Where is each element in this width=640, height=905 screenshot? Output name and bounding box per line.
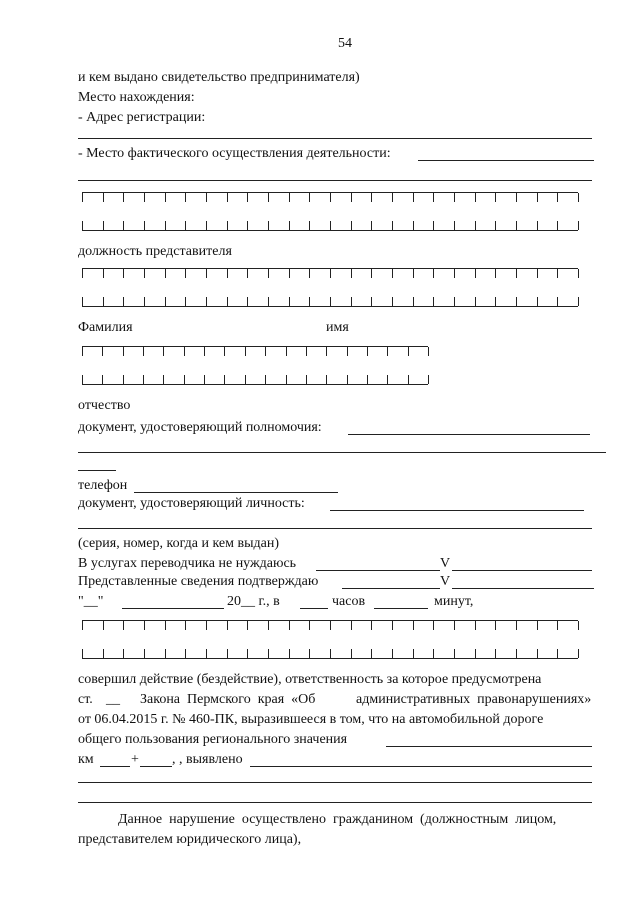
grid-cell-divider bbox=[408, 347, 409, 356]
grid-cell-divider bbox=[367, 347, 368, 356]
grid-cell-divider bbox=[103, 621, 104, 630]
no-interpreter-label: В услугах переводчика не нуждаюсь bbox=[78, 556, 297, 571]
grid-cell-divider bbox=[289, 297, 290, 306]
grid-cell-divider bbox=[185, 221, 186, 230]
grid-cell-divider bbox=[326, 347, 327, 356]
grid-cell-divider bbox=[82, 621, 83, 630]
offense-text-line-1: совершил действие (бездействие), ответственность за которое предусмотрена bbox=[78, 672, 542, 687]
meters-field[interactable] bbox=[140, 766, 172, 767]
grid-cell-divider bbox=[387, 347, 388, 356]
page-number: 54 bbox=[338, 36, 352, 51]
identity-document-label: документ, удостоверяющий личность: bbox=[78, 496, 305, 511]
grid-cell-divider bbox=[227, 269, 228, 278]
grid-cell-divider bbox=[123, 347, 124, 356]
grid-cell-divider bbox=[516, 649, 517, 658]
grid-cell-divider bbox=[165, 193, 166, 202]
grid-cell-divider bbox=[227, 193, 228, 202]
identity-document-line-2[interactable] bbox=[78, 528, 592, 529]
grid-cell-divider bbox=[495, 221, 496, 230]
grid-cell-divider bbox=[286, 347, 287, 356]
grid-cell-divider bbox=[245, 375, 246, 384]
grid-cell-divider bbox=[224, 347, 225, 356]
grid-cell-divider bbox=[268, 297, 269, 306]
grid-cell-divider bbox=[330, 269, 331, 278]
grid-cell-divider bbox=[516, 221, 517, 230]
grid-cell-divider bbox=[309, 221, 310, 230]
grid-cell-divider bbox=[268, 269, 269, 278]
actual-location-line-2[interactable] bbox=[78, 180, 592, 181]
grid-cell-divider bbox=[578, 297, 579, 306]
grid-cell-divider bbox=[103, 297, 104, 306]
detected-line-3[interactable] bbox=[78, 802, 592, 803]
info-confirmed-field-b[interactable] bbox=[452, 588, 594, 589]
grid-cell-divider bbox=[268, 193, 269, 202]
grid-cell-divider bbox=[330, 297, 331, 306]
grid-cell-divider bbox=[557, 621, 558, 630]
grid-cell-divider bbox=[165, 221, 166, 230]
km-plus: + bbox=[131, 752, 139, 767]
grid-cell-divider bbox=[537, 193, 538, 202]
grid-cell-divider bbox=[557, 193, 558, 202]
issuer-line: и кем выдано свидетельство предпринимателя) bbox=[78, 70, 360, 85]
regional-road-label: общего пользования регионального значения bbox=[78, 732, 348, 747]
article-label: ст. bbox=[78, 692, 93, 707]
grid-cell-divider bbox=[289, 649, 290, 658]
grid-cell-divider bbox=[495, 193, 496, 202]
grid-cell-divider bbox=[286, 375, 287, 384]
grid-cell-divider bbox=[309, 297, 310, 306]
grid-cell-divider bbox=[268, 221, 269, 230]
grid-cell-divider bbox=[309, 193, 310, 202]
detected-field[interactable] bbox=[250, 766, 592, 767]
grid-cell-divider bbox=[495, 297, 496, 306]
grid-cell-divider bbox=[475, 649, 476, 658]
char-grid-row-2[interactable] bbox=[82, 218, 578, 231]
grid-cell-divider bbox=[82, 297, 83, 306]
grid-cell-divider bbox=[408, 375, 409, 384]
grid-cell-divider bbox=[82, 649, 83, 658]
grid-cell-divider bbox=[433, 221, 434, 230]
grid-cell-divider bbox=[265, 347, 266, 356]
violation-text-line-1: Данное нарушение осуществлено гражданином (должностным лицом, bbox=[118, 812, 557, 827]
grid-cell-divider bbox=[537, 621, 538, 630]
grid-cell-divider bbox=[347, 375, 348, 384]
grid-cell-divider bbox=[227, 621, 228, 630]
grid-cell-divider bbox=[123, 375, 124, 384]
grid-cell-divider bbox=[557, 269, 558, 278]
grid-cell-divider bbox=[578, 221, 579, 230]
hours-label: часов bbox=[332, 594, 366, 609]
grid-cell-divider bbox=[206, 269, 207, 278]
authority-document-line-3[interactable] bbox=[78, 470, 116, 471]
grid-cell-divider bbox=[516, 193, 517, 202]
grid-cell-divider bbox=[392, 221, 393, 230]
grid-cell-divider bbox=[163, 375, 164, 384]
grid-cell-divider bbox=[433, 193, 434, 202]
grid-cell-divider bbox=[413, 269, 414, 278]
grid-cell-divider bbox=[454, 221, 455, 230]
grid-cell-divider bbox=[454, 193, 455, 202]
grid-cell-divider bbox=[433, 269, 434, 278]
grid-cell-divider bbox=[289, 193, 290, 202]
grid-cell-divider bbox=[371, 193, 372, 202]
detected-line-2[interactable] bbox=[78, 782, 592, 783]
identity-document-field[interactable] bbox=[330, 510, 584, 511]
grid-cell-divider bbox=[227, 221, 228, 230]
grid-cell-divider bbox=[143, 375, 144, 384]
detected-label: , , выявлено bbox=[172, 752, 243, 767]
grid-cell-divider bbox=[557, 297, 558, 306]
authority-document-field[interactable] bbox=[348, 434, 590, 435]
grid-cell-divider bbox=[516, 269, 517, 278]
grid-cell-divider bbox=[247, 297, 248, 306]
registration-address-line[interactable] bbox=[78, 138, 592, 139]
grid-cell-divider bbox=[475, 221, 476, 230]
grid-cell-divider bbox=[123, 649, 124, 658]
grid-cell-divider bbox=[578, 621, 579, 630]
grid-cell-divider bbox=[82, 193, 83, 202]
grid-cell-divider bbox=[392, 269, 393, 278]
grid-cell-divider bbox=[247, 193, 248, 202]
grid-cell-divider bbox=[123, 269, 124, 278]
grid-cell-divider bbox=[185, 649, 186, 658]
grid-cell-divider bbox=[330, 221, 331, 230]
grid-cell-divider bbox=[392, 649, 393, 658]
phone-label: телефон bbox=[78, 478, 128, 493]
grid-cell-divider bbox=[265, 375, 266, 384]
grid-cell-divider bbox=[247, 621, 248, 630]
grid-cell-divider bbox=[454, 297, 455, 306]
grid-cell-divider bbox=[371, 297, 372, 306]
grid-cell-divider bbox=[413, 193, 414, 202]
grid-cell-divider bbox=[454, 621, 455, 630]
grid-cell-divider bbox=[206, 297, 207, 306]
grid-cell-divider bbox=[227, 649, 228, 658]
regional-road-field[interactable] bbox=[386, 746, 592, 747]
grid-cell-divider bbox=[144, 649, 145, 658]
grid-cell-divider bbox=[413, 621, 414, 630]
grid-cell-divider bbox=[123, 193, 124, 202]
grid-cell-divider bbox=[143, 347, 144, 356]
grid-cell-divider bbox=[102, 347, 103, 356]
grid-cell-divider bbox=[245, 347, 246, 356]
info-confirmed-field-a[interactable] bbox=[342, 588, 440, 589]
grid-cell-divider bbox=[82, 221, 83, 230]
grid-cell-divider bbox=[371, 649, 372, 658]
grid-cell-divider bbox=[123, 621, 124, 630]
grid-cell-divider bbox=[387, 375, 388, 384]
grid-cell-divider bbox=[537, 269, 538, 278]
grid-cell-divider bbox=[144, 269, 145, 278]
grid-cell-divider bbox=[165, 649, 166, 658]
grid-cell-divider bbox=[475, 297, 476, 306]
grid-cell-divider bbox=[185, 193, 186, 202]
grid-cell-divider bbox=[371, 221, 372, 230]
km-label: км bbox=[78, 752, 94, 767]
date-day[interactable]: "__" bbox=[78, 594, 104, 609]
grid-cell-divider bbox=[428, 375, 429, 384]
grid-cell-divider bbox=[184, 375, 185, 384]
info-confirmed-check[interactable]: V bbox=[440, 574, 451, 589]
grid-cell-divider bbox=[392, 621, 393, 630]
registration-address-label: - Адрес регистрации: bbox=[78, 110, 206, 125]
grid-cell-divider bbox=[184, 347, 185, 356]
grid-cell-divider bbox=[309, 621, 310, 630]
grid-cell-divider bbox=[495, 621, 496, 630]
grid-cell-divider bbox=[537, 221, 538, 230]
surname-label: Фамилия bbox=[78, 320, 133, 335]
grid-cell-divider bbox=[351, 269, 352, 278]
grid-cell-divider bbox=[224, 375, 225, 384]
char-grid-row-5[interactable] bbox=[82, 346, 428, 359]
grid-cell-divider bbox=[247, 649, 248, 658]
grid-cell-divider bbox=[495, 649, 496, 658]
grid-cell-divider bbox=[103, 649, 104, 658]
law-title-part-2: административных правонарушениях» bbox=[356, 692, 592, 707]
grid-cell-divider bbox=[454, 269, 455, 278]
grid-cell-divider bbox=[123, 297, 124, 306]
grid-cell-divider bbox=[557, 649, 558, 658]
patronymic-label: отчество bbox=[78, 398, 131, 413]
grid-cell-divider bbox=[102, 375, 103, 384]
law-title-part-1: Закона Пермского края «Об bbox=[140, 692, 316, 707]
grid-cell-divider bbox=[163, 347, 164, 356]
grid-cell-divider bbox=[516, 297, 517, 306]
grid-cell-divider bbox=[82, 269, 83, 278]
char-grid-row-4[interactable] bbox=[82, 294, 578, 307]
grid-cell-divider bbox=[165, 297, 166, 306]
grid-cell-divider bbox=[247, 269, 248, 278]
grid-cell-divider bbox=[144, 297, 145, 306]
grid-cell-divider bbox=[537, 297, 538, 306]
grid-cell-divider bbox=[351, 221, 352, 230]
grid-cell-divider bbox=[330, 621, 331, 630]
grid-cell-divider bbox=[367, 375, 368, 384]
hours-field[interactable] bbox=[300, 608, 328, 609]
no-interpreter-field-a[interactable] bbox=[316, 570, 440, 571]
grid-cell-divider bbox=[103, 269, 104, 278]
grid-cell-divider bbox=[392, 297, 393, 306]
violation-text-line-2: представителем юридического лица), bbox=[78, 832, 302, 847]
char-grid-row-1[interactable] bbox=[82, 192, 578, 205]
grid-cell-divider bbox=[165, 269, 166, 278]
grid-cell-divider bbox=[392, 193, 393, 202]
grid-cell-divider bbox=[351, 621, 352, 630]
location-label: Место нахождения: bbox=[78, 90, 195, 105]
grid-cell-divider bbox=[371, 621, 372, 630]
grid-cell-divider bbox=[204, 347, 205, 356]
grid-cell-divider bbox=[144, 221, 145, 230]
grid-cell-divider bbox=[413, 221, 414, 230]
char-grid-row-3[interactable] bbox=[82, 268, 578, 281]
grid-cell-divider bbox=[475, 193, 476, 202]
grid-cell-divider bbox=[165, 621, 166, 630]
grid-cell-divider bbox=[433, 297, 434, 306]
grid-cell-divider bbox=[206, 221, 207, 230]
grid-cell-divider bbox=[204, 375, 205, 384]
grid-cell-divider bbox=[433, 649, 434, 658]
grid-cell-divider bbox=[326, 375, 327, 384]
grid-cell-divider bbox=[557, 221, 558, 230]
document-details-hint: (серия, номер, когда и кем выдан) bbox=[78, 536, 279, 551]
grid-cell-divider bbox=[144, 621, 145, 630]
grid-cell-divider bbox=[206, 621, 207, 630]
km-field[interactable] bbox=[100, 766, 130, 767]
grid-cell-divider bbox=[144, 193, 145, 202]
grid-cell-divider bbox=[206, 649, 207, 658]
grid-cell-divider bbox=[309, 649, 310, 658]
grid-cell-divider bbox=[454, 649, 455, 658]
grid-cell-divider bbox=[268, 621, 269, 630]
grid-cell-divider bbox=[578, 649, 579, 658]
grid-cell-divider bbox=[306, 375, 307, 384]
minutes-field[interactable] bbox=[374, 608, 428, 609]
grid-cell-divider bbox=[351, 297, 352, 306]
grid-cell-divider bbox=[185, 269, 186, 278]
grid-cell-divider bbox=[268, 649, 269, 658]
grid-cell-divider bbox=[103, 221, 104, 230]
no-interpreter-check[interactable]: V bbox=[440, 556, 451, 571]
grid-cell-divider bbox=[309, 269, 310, 278]
char-grid-row-6[interactable] bbox=[82, 372, 428, 385]
grid-cell-divider bbox=[185, 297, 186, 306]
grid-cell-divider bbox=[371, 269, 372, 278]
authority-document-label: документ, удостоверяющий полномочия: bbox=[78, 420, 322, 435]
grid-cell-divider bbox=[289, 221, 290, 230]
grid-cell-divider bbox=[578, 193, 579, 202]
grid-cell-divider bbox=[289, 269, 290, 278]
grid-cell-divider bbox=[516, 621, 517, 630]
grid-cell-divider bbox=[289, 621, 290, 630]
grid-cell-divider bbox=[330, 193, 331, 202]
offense-text-line-3: от 06.04.2015 г. № 460-ПК, выразившееся в том, что на автомобильной дороге bbox=[78, 712, 544, 727]
char-grid-row-8[interactable] bbox=[82, 646, 578, 659]
grid-cell-divider bbox=[475, 621, 476, 630]
grid-cell-divider bbox=[347, 347, 348, 356]
grid-cell-divider bbox=[330, 649, 331, 658]
grid-cell-divider bbox=[413, 297, 414, 306]
grid-cell-divider bbox=[351, 649, 352, 658]
info-confirmed-label: Представленные сведения подтверждаю bbox=[78, 574, 319, 589]
actual-location-label: - Место фактического осуществления деятельности: bbox=[78, 146, 391, 161]
actual-location-field[interactable] bbox=[418, 160, 594, 161]
grid-cell-divider bbox=[428, 347, 429, 356]
grid-cell-divider bbox=[247, 221, 248, 230]
minutes-label: минут, bbox=[434, 594, 474, 609]
authority-document-line-2[interactable] bbox=[78, 452, 606, 453]
grid-cell-divider bbox=[413, 649, 414, 658]
grid-cell-divider bbox=[495, 269, 496, 278]
grid-cell-divider bbox=[82, 347, 83, 356]
name-label: имя bbox=[326, 320, 349, 335]
grid-cell-divider bbox=[578, 269, 579, 278]
phone-field[interactable] bbox=[134, 492, 338, 493]
no-interpreter-field-b[interactable] bbox=[452, 570, 592, 571]
grid-cell-divider bbox=[475, 269, 476, 278]
grid-cell-divider bbox=[185, 621, 186, 630]
grid-cell-divider bbox=[206, 193, 207, 202]
date-month-field[interactable] bbox=[122, 608, 224, 609]
grid-cell-divider bbox=[537, 649, 538, 658]
grid-cell-divider bbox=[433, 621, 434, 630]
grid-cell-divider bbox=[227, 297, 228, 306]
char-grid-row-7[interactable] bbox=[82, 620, 578, 633]
date-year-label: 20__ г., в bbox=[227, 594, 280, 609]
grid-cell-divider bbox=[351, 193, 352, 202]
grid-cell-divider bbox=[123, 221, 124, 230]
grid-cell-divider bbox=[103, 193, 104, 202]
grid-cell-divider bbox=[82, 375, 83, 384]
grid-cell-divider bbox=[306, 347, 307, 356]
representative-position-label: должность представителя bbox=[78, 244, 232, 259]
article-number[interactable]: __ bbox=[106, 692, 120, 707]
